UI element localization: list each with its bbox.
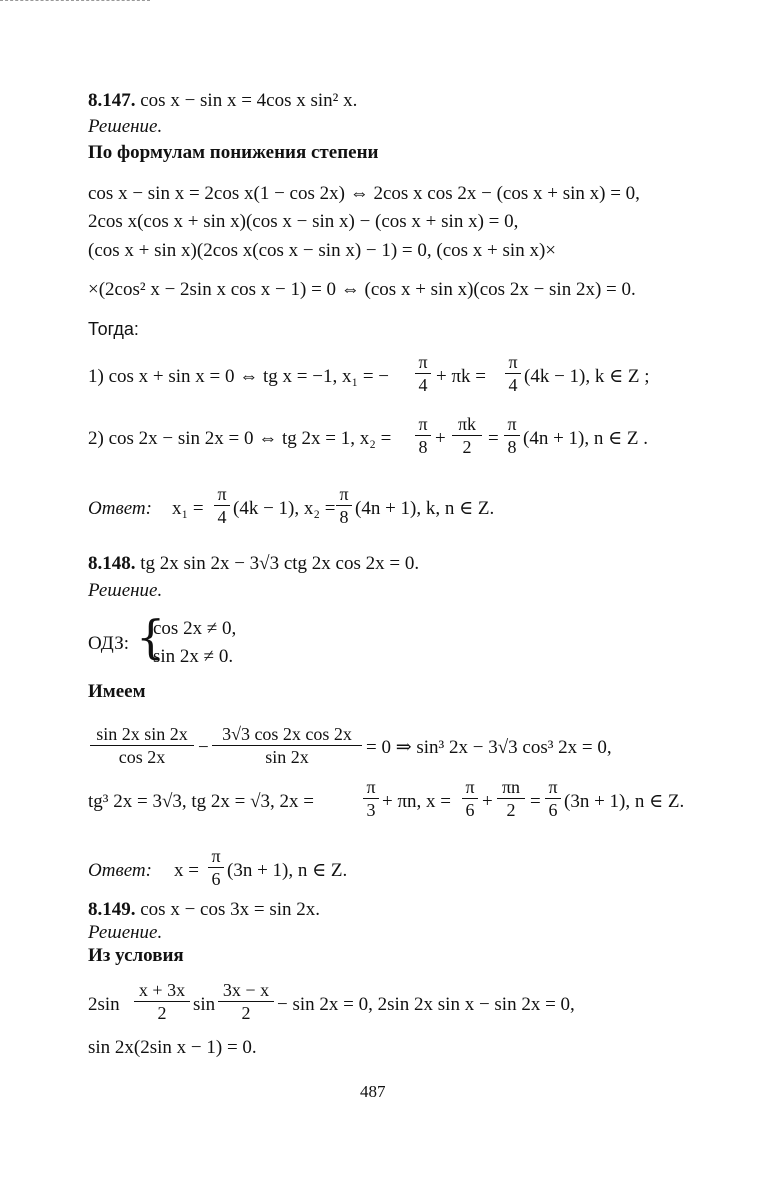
problem-statement: tg 2x sin 2x − 3√3 ctg 2x cos 2x = 0. bbox=[140, 553, 420, 574]
denominator: 8 bbox=[415, 435, 431, 457]
numerator: 3√3 cos 2x cos 2x bbox=[222, 724, 352, 744]
answer-label: Ответ: bbox=[88, 860, 152, 881]
numerator: π bbox=[339, 484, 349, 504]
denominator: 6 bbox=[545, 798, 561, 820]
case-1-right: (4k − 1), k ∈ Z ; bbox=[524, 366, 650, 387]
numerator: 3x − x bbox=[222, 980, 270, 1000]
line-2: sin 2x(2sin x − 1) = 0. bbox=[88, 1037, 257, 1058]
equals-sign: = bbox=[488, 428, 499, 449]
solution-label: Решение. bbox=[88, 922, 163, 943]
fraction-sin-over-cos bbox=[90, 724, 194, 767]
odz-condition-2: sin 2x ≠ 0. bbox=[153, 646, 234, 667]
have-text: Имеем bbox=[88, 681, 146, 702]
plus-sign: + bbox=[482, 791, 493, 812]
line-1-b: sin bbox=[193, 994, 216, 1015]
fraction-pik-over-2 bbox=[452, 414, 482, 457]
denominator: 3 bbox=[363, 798, 379, 820]
system-brace: { bbox=[136, 610, 166, 664]
line-1-a: 2sin bbox=[88, 994, 120, 1015]
fraction-pi-over-3 bbox=[363, 777, 379, 820]
answer-part-a: x₁ = bbox=[172, 498, 204, 519]
numerator: π bbox=[366, 777, 376, 797]
fraction-cos-over-sin bbox=[212, 724, 362, 767]
problem-heading bbox=[88, 553, 419, 575]
case-2-left: 2) cos 2x − sin 2x = 0 ⇔ tg 2x = 1, x₂ = bbox=[88, 428, 392, 449]
fraction-sum-half bbox=[134, 980, 190, 1023]
problem-number: 8.147. bbox=[88, 90, 136, 111]
fraction-diff-half bbox=[218, 980, 274, 1023]
case-1-left: 1) cos x + sin x = 0 ⇔ tg x = −1, x₁ = − bbox=[88, 366, 390, 387]
denominator: 6 bbox=[462, 798, 478, 820]
fraction-pi-over-8 bbox=[504, 414, 520, 457]
denominator: cos 2x bbox=[90, 745, 194, 767]
fraction-pi-over-6 bbox=[462, 777, 478, 820]
plus-sign: + bbox=[435, 428, 446, 449]
fraction-pi-over-4 bbox=[415, 352, 431, 395]
problem-heading bbox=[88, 90, 357, 112]
odz-condition-1: cos 2x ≠ 0, bbox=[153, 618, 237, 639]
denominator: 2 bbox=[452, 435, 482, 457]
problem-heading bbox=[88, 899, 320, 921]
intro-text: Из условия bbox=[88, 945, 184, 966]
denominator: 2 bbox=[218, 1001, 274, 1023]
fraction-pi-over-4 bbox=[505, 352, 521, 395]
tg-line-left: tg³ 2x = 3√3, tg 2x = √3, 2x = bbox=[88, 791, 315, 812]
denominator: 2 bbox=[134, 1001, 190, 1023]
denominator: 2 bbox=[497, 798, 525, 820]
scan-top-edge bbox=[0, 0, 150, 2]
minus-sign: − bbox=[198, 737, 209, 758]
fraction-pi-over-6 bbox=[545, 777, 561, 820]
denominator: 6 bbox=[208, 867, 224, 889]
numerator: π bbox=[217, 484, 227, 504]
denominator: 8 bbox=[336, 505, 352, 527]
case-2-right: (4n + 1), n ∈ Z . bbox=[523, 428, 649, 449]
answer-part-a: x = bbox=[174, 860, 199, 881]
derivation-line-1: cos x − sin x = 2cos x(1 − cos 2x) ⇔ 2cos x cos 2x − (cos x + sin x) = 0, bbox=[88, 183, 640, 204]
denominator: sin 2x bbox=[212, 745, 362, 767]
answer-part-c: (4n + 1), k, n ∈ Z. bbox=[355, 498, 495, 519]
numerator: π bbox=[465, 777, 475, 797]
answer-part-b: (3n + 1), n ∈ Z. bbox=[227, 860, 348, 881]
odz-label: ОДЗ: bbox=[88, 633, 130, 654]
denominator: 4 bbox=[415, 373, 431, 395]
tg-line-right: (3n + 1), n ∈ Z. bbox=[564, 791, 685, 812]
numerator: πk bbox=[457, 414, 477, 434]
answer-label: Ответ: bbox=[88, 498, 152, 519]
numerator: π bbox=[508, 352, 518, 372]
numerator: π bbox=[211, 846, 221, 866]
equation-right: = 0 ⇒ sin³ 2x − 3√3 cos³ 2x = 0, bbox=[366, 737, 612, 758]
answer-part-b: (4k − 1), x₂ = bbox=[233, 498, 336, 519]
denominator: 4 bbox=[505, 373, 521, 395]
denominator: 8 bbox=[504, 435, 520, 457]
equals-sign: = bbox=[530, 791, 541, 812]
intro-text: По формулам понижения степени bbox=[88, 142, 379, 163]
numerator: sin 2x sin 2x bbox=[96, 724, 188, 744]
denominator: 4 bbox=[214, 505, 230, 527]
solution-label: Решение. bbox=[88, 580, 163, 601]
derivation-line-2: 2cos x(cos x + sin x)(cos x − sin x) − (cos x + sin x) = 0, bbox=[88, 211, 519, 232]
solution-label: Решение. bbox=[88, 116, 163, 137]
fraction-pi-over-8 bbox=[336, 484, 352, 527]
problem-number: 8.148. bbox=[88, 553, 136, 574]
problem-statement: cos x − sin x = 4cos x sin² x. bbox=[140, 90, 358, 111]
derivation-line-4: ×(2cos² x − 2sin x cos x − 1) = 0 ⇔ (cos x + sin x)(cos 2x − sin 2x) = 0. bbox=[88, 279, 636, 300]
fraction-pi-over-4 bbox=[214, 484, 230, 527]
problem-statement: cos x − cos 3x = sin 2x. bbox=[140, 899, 321, 920]
page-number: 487 bbox=[360, 1082, 386, 1101]
numerator: π bbox=[418, 414, 428, 434]
then-label: Тогда: bbox=[88, 319, 139, 339]
fraction-pi-over-6 bbox=[208, 846, 224, 889]
fraction-pi-over-8 bbox=[415, 414, 431, 457]
numerator: π bbox=[418, 352, 428, 372]
derivation-line-3: (cos x + sin x)(2cos x(cos x − sin x) − 1) = 0, (cos x + sin x)× bbox=[88, 240, 556, 261]
problem-number: 8.149. bbox=[88, 899, 136, 920]
numerator: πn bbox=[501, 777, 521, 797]
numerator: π bbox=[507, 414, 517, 434]
fraction-pin-over-2 bbox=[497, 777, 525, 820]
numerator: π bbox=[548, 777, 558, 797]
numerator: x + 3x bbox=[138, 980, 186, 1000]
line-1-c: − sin 2x = 0, 2sin 2x sin x − sin 2x = 0, bbox=[277, 994, 575, 1015]
tg-line-mid: + πn, x = bbox=[382, 791, 452, 812]
case-1-mid: + πk = bbox=[436, 366, 487, 387]
